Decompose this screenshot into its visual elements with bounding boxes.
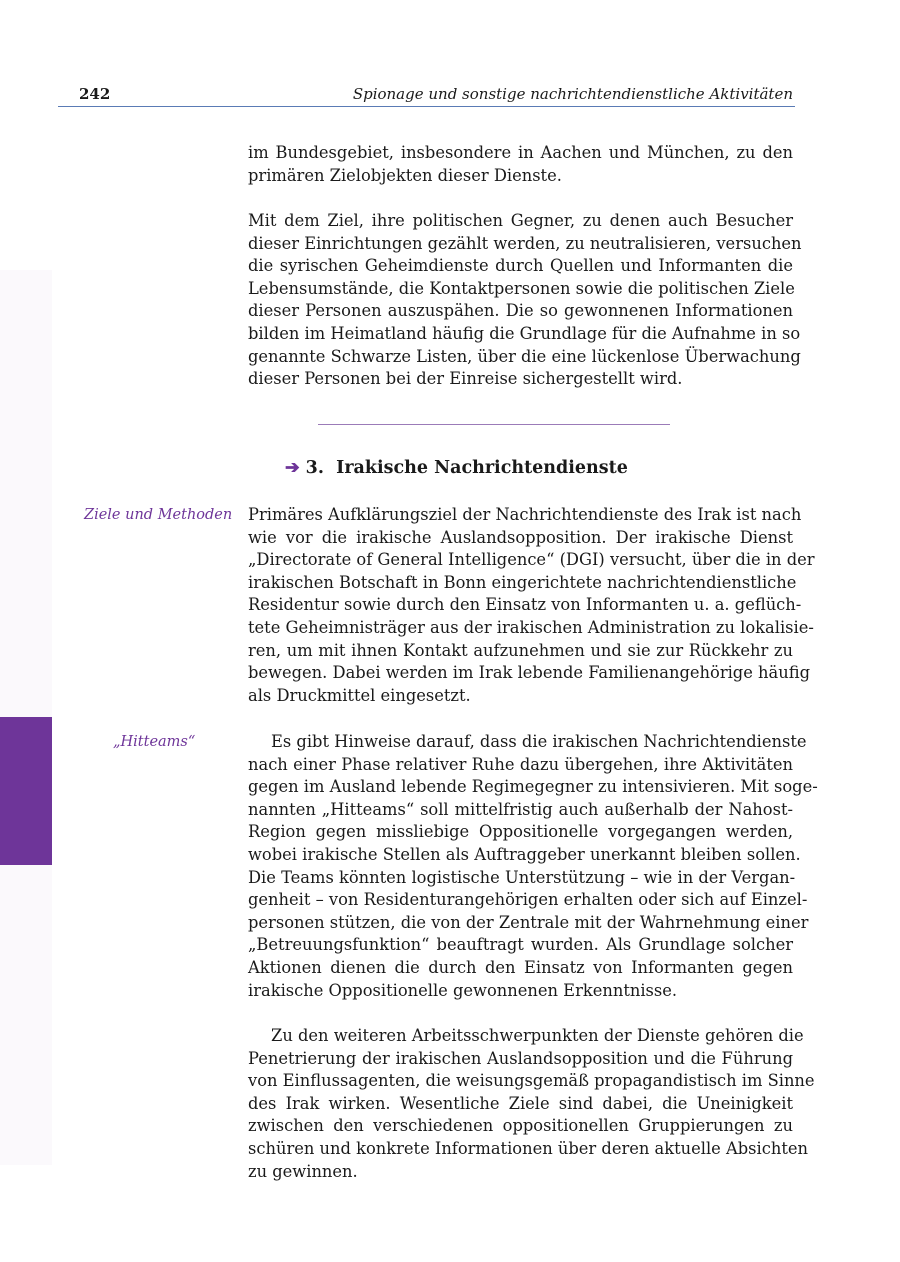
section-heading: [285, 458, 628, 478]
text-line: schüren und konkrete Informationen über deren aktuelle Absichten: [248, 1138, 809, 1158]
text-line: irakische Oppositionelle gewonnenen Erkenntnisse.: [248, 980, 678, 1000]
text-line: bewegen. Dabei werden im Irak lebende Familienangehörige häufig: [248, 663, 810, 683]
paragraph: [248, 504, 815, 707]
text-line: ren, um mit ihnen Kontakt aufzunehmen und sie zur Rückkehr zu: [248, 640, 793, 660]
text-line: Zu den weiteren Arbeitsschwerpunkten der Dienste gehören die: [271, 1026, 804, 1045]
text-line: Die Teams könnten logistische Unterstützung – wie in der Vergan-: [248, 867, 796, 887]
text-line: Region gegen missliebige Oppositionelle vorgegangen werden,: [248, 822, 793, 842]
section-divider: [318, 424, 670, 425]
text-line: wobei irakische Stellen als Auftraggeber unerkannt bleiben sollen.: [248, 844, 801, 864]
text-line: „Directorate of General Intelligence“ (DGI) versucht, über die in der: [248, 550, 815, 570]
text-line: von Einflussagenten, die weisungsgemäß propagandistisch im Sinne: [248, 1071, 815, 1091]
text-line: Aktionen dienen die durch den Einsatz von Informanten gegen: [248, 957, 793, 977]
text-line: dieser Einrichtungen gezählt werden, zu neutralisieren, versuchen: [248, 233, 802, 253]
paragraph: [248, 142, 793, 187]
margin-note-ziele: Ziele und Methoden: [84, 507, 233, 523]
paragraph: [248, 1025, 815, 1183]
text-line: im Bundesgebiet, insbesondere in Aachen und München, zu den: [248, 143, 793, 162]
text-line: Primäres Aufklärungsziel der Nachrichtendienste des Irak ist nach: [248, 505, 802, 524]
section-number: 3.: [305, 458, 324, 478]
text-line: zu gewinnen.: [248, 1161, 358, 1181]
margin-note-hitteams: „Hitteams“: [113, 734, 196, 750]
chapter-thumb-tab: [0, 717, 52, 865]
text-line: Es gibt Hinweise darauf, dass die irakischen Nachrichtendienste: [271, 732, 807, 751]
text-line: dieser Personen bei der Einreise sichergestellt wird.: [248, 369, 683, 389]
text-line: nannten „Hitteams“ soll mittelfristig auch außerhalb der Nahost-: [248, 799, 793, 819]
section-title: Irakische Nachrichtendienste: [336, 458, 628, 478]
running-title: Spionage und sonstige nachrichtendienstliche Aktivitäten: [352, 85, 793, 103]
text-line: Lebensumstände, die Kontaktpersonen sowie die politischen Ziele: [248, 278, 795, 298]
text-line: wie vor die irakische Auslandsopposition. Der irakische Dienst: [248, 527, 793, 547]
text-line: nach einer Phase relativer Ruhe dazu übergehen, ihre Aktivitäten: [248, 754, 793, 774]
text-line: primären Zielobjekten dieser Dienste.: [248, 165, 562, 185]
text-line: genheit – von Residenturangehörigen erhalten oder sich auf Einzel-: [248, 890, 808, 910]
paragraph: [248, 210, 802, 391]
text-line: Residentur sowie durch den Einsatz von Informanten u. a. geflüch-: [248, 595, 802, 615]
text-line: dieser Personen auszuspähen. Die so gewonnenen Informationen: [248, 301, 793, 321]
text-line: Penetrierung der irakischen Auslandsopposition und die Führung: [248, 1048, 793, 1068]
page-number: 242: [79, 85, 111, 103]
text-line: die syrischen Geheimdienste durch Quellen und Informanten die: [248, 256, 793, 276]
text-line: personen stützen, die von der Zentrale mit der Wahrnehmung einer: [248, 912, 809, 932]
paragraph: [248, 731, 818, 1002]
text-line: als Druckmittel eingesetzt.: [248, 685, 471, 705]
arrow-right-icon: ➔: [285, 458, 300, 478]
text-line: Mit dem Ziel, ihre politischen Gegner, zu denen auch Besucher: [248, 211, 793, 230]
text-line: gegen im Ausland lebende Regimegegner zu intensivieren. Mit soge-: [248, 777, 818, 797]
header-rule: [58, 106, 795, 107]
text-line: zwischen den verschiedenen oppositionellen Gruppierungen zu: [248, 1116, 793, 1136]
text-line: tete Geheimnisträger aus der irakischen Administration zu lokalisie-: [248, 617, 814, 637]
text-line: bilden im Heimatland häufig die Grundlage für die Aufnahme in so: [248, 323, 801, 343]
text-line: irakischen Botschaft in Bonn eingerichtete nachrichtendienstliche: [248, 572, 797, 592]
text-line: des Irak wirken. Wesentliche Ziele sind dabei, die Uneinigkeit: [248, 1093, 793, 1113]
text-line: „Betreuungsfunktion“ beauftragt wurden. Als Grundlage solcher: [248, 935, 793, 955]
text-line: genannte Schwarze Listen, über die eine lückenlose Überwachung: [248, 346, 801, 366]
